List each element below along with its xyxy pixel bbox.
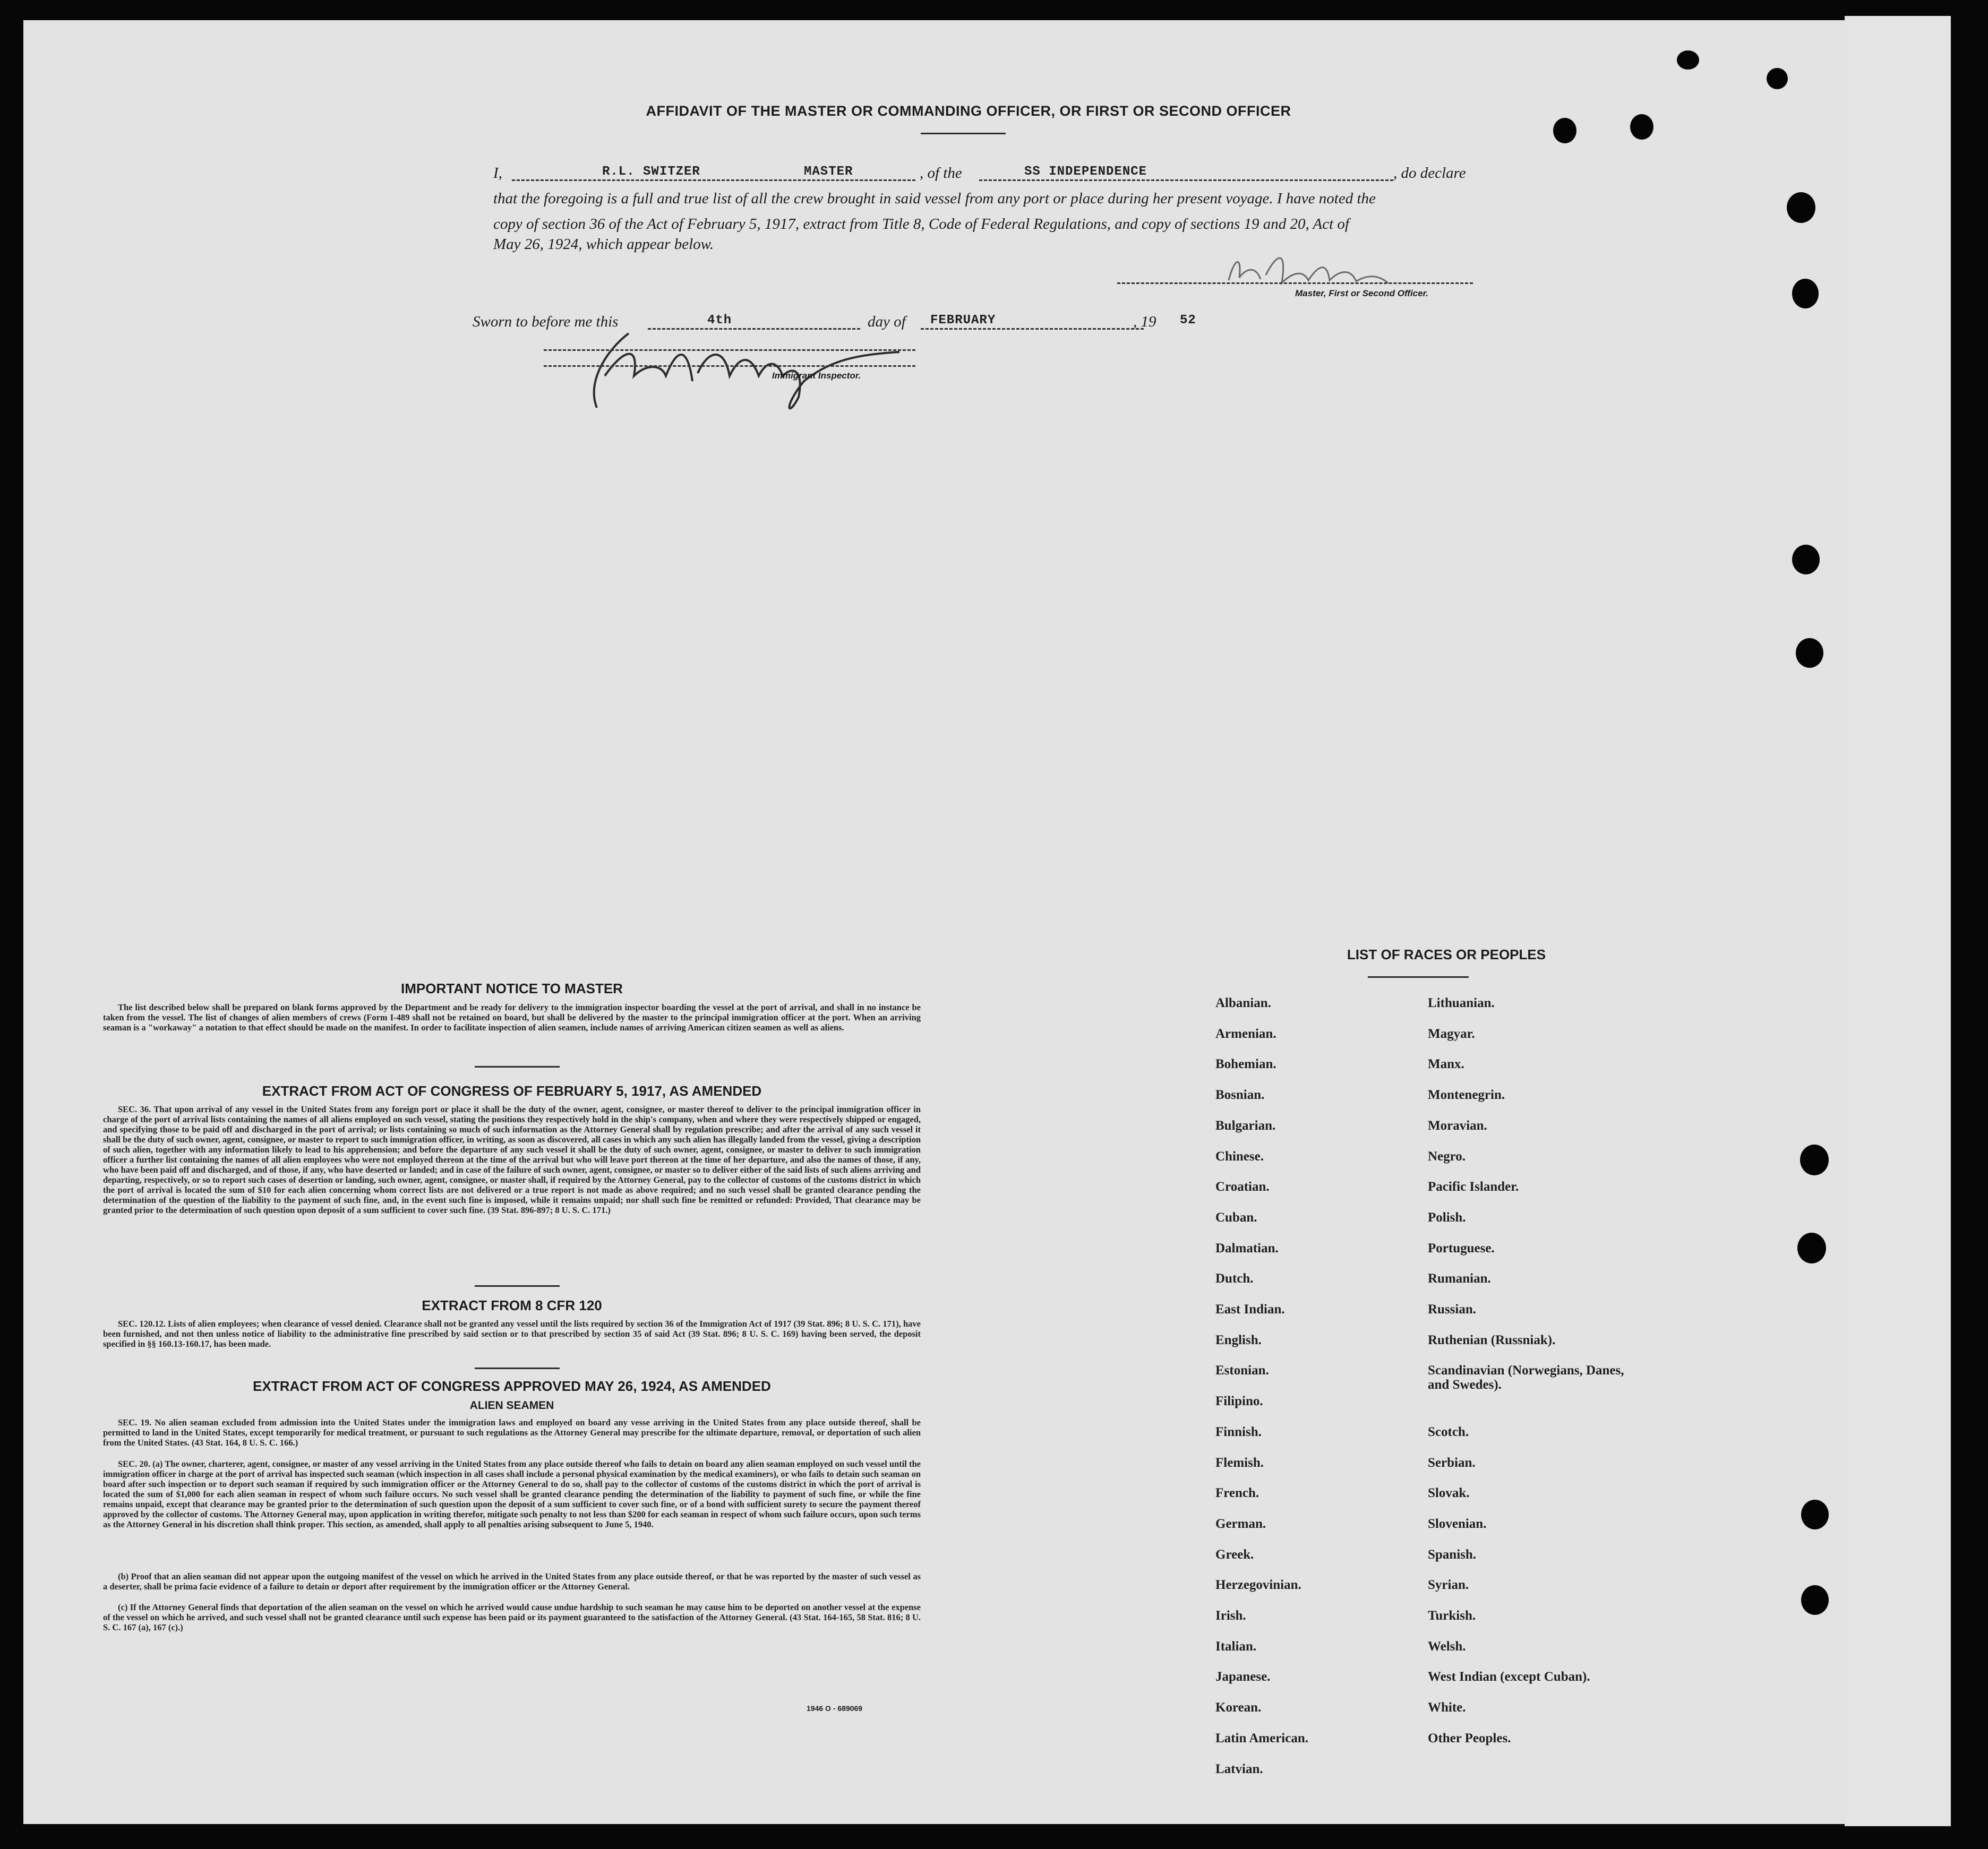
notice-title: IMPORTANT NOTICE TO MASTER: [401, 981, 623, 996]
race-item: Filipino.: [1215, 1394, 1263, 1409]
race-item: Latvian.: [1215, 1761, 1263, 1776]
affidavit-body-line-3: May 26, 1924, which appear below.: [493, 236, 714, 253]
officer-caption: Master, First or Second Officer.: [1295, 288, 1428, 298]
extract-1924-sec19: SEC. 19. No alien seaman excluded from admission into the United States under the immigration laws and employed on board any vesse arriving in the United States from any place outside thereof, shall be permitted to land in the United States, except temporarily for medical treatment, or pursuant to such regulations as the Attorney General may prescribe for the ultimate departure, removal, or deportation of such alien from the United States. (43 Stat. 164, 8 U. S. C. 166.): [103, 1417, 921, 1448]
inspector-line-2: [544, 365, 915, 367]
inspector-caption: Immigrant Inspector.: [772, 371, 861, 381]
race-item: Pacific Islander.: [1428, 1180, 1519, 1194]
race-item: Finnish.: [1215, 1424, 1262, 1439]
inspector-line-1: [544, 349, 915, 351]
punch-hole-icon: [1800, 1145, 1829, 1175]
race-item: Armenian.: [1215, 1026, 1276, 1041]
race-item: Croatian.: [1215, 1180, 1270, 1194]
race-item: Ruthenian (Russniak).: [1428, 1332, 1556, 1347]
race-item: Dutch.: [1215, 1271, 1254, 1286]
race-item: Flemish.: [1215, 1455, 1264, 1470]
extract-1924-subtitle: ALIEN SEAMEN: [469, 1399, 554, 1412]
notice-divider: [475, 1066, 560, 1068]
extract-1924-sec20b: (b) Proof that an alien seaman did not appear upon the outgoing manifest of the vessel on which he arrived in the United States from any place outside thereof, or that he was reported by the master of such vessel as a deserter, shall be prima facie evidence of a failure to detain or deport after requirement by the immigration officer or the Attorney General.: [103, 1571, 921, 1592]
punch-hole-icon: [1801, 1500, 1829, 1529]
race-item: Korean.: [1215, 1700, 1262, 1715]
race-item: English.: [1215, 1332, 1262, 1347]
race-item: Herzegovinian.: [1215, 1578, 1301, 1593]
race-item: Other Peoples.: [1428, 1731, 1511, 1745]
race-item: Chinese.: [1215, 1149, 1264, 1164]
inspector-signature: [554, 317, 926, 424]
race-item: Italian.: [1215, 1639, 1257, 1654]
race-item: Cuban.: [1215, 1210, 1257, 1225]
race-item: Greek.: [1215, 1547, 1254, 1562]
punch-hole-icon: [1553, 118, 1576, 143]
race-item: Bulgarian.: [1215, 1118, 1276, 1133]
race-item: Syrian.: [1428, 1578, 1469, 1593]
race-item: Rumanian.: [1428, 1271, 1491, 1286]
punch-hole-icon: [1797, 1233, 1826, 1263]
master-name-line: [512, 179, 915, 181]
punch-hole-icon: [1677, 50, 1699, 70]
i-label: I,: [493, 165, 502, 182]
punch-hole-icon: [1801, 1585, 1829, 1615]
vessel-line: [979, 179, 1393, 181]
extract-1924-sec20a: SEC. 20. (a) The owner, charterer, agent, consignee, or master of any vessel arriving in the United States from any place outside thereof who fails to detain on board any alien seaman employed on such vessel until the immigration officer in charge at the port of arrival has inspected such seaman (which inspection in all cases shall include a personal physical examination by the medical examiners), or who fails to detain such seaman on board after such inspection or to deport such seaman if required by such immigration officer or the Attorney General to do so, shall pay to the collector of customs of the customs district in which the port of arrival is located the sum of $1,000 for each alien seaman in respect of whom such failure occurs. No such vessel shall be granted clearance pending the determination of the liability to payment of such fine, or while the fine remains unpaid, except that clearance may be granted prior to the determination of such question upon the deposit of a sum sufficient to cover such fine, or of a bond with sufficient surety to secure the payment thereof approved by the collector of customs. The Attorney General may, upon application in writing therefor, mitigate such penalty to not less than $200 for each seaman in respect of whom such failure occurs, upon such terms as the Attorney General in his discretion shall think proper. This section, as amended, shall apply to all penalties arising subsequent to June 5, 1940.: [103, 1459, 921, 1529]
notice-text: The list described below shall be prepared on blank forms approved by the Department and be ready for delivery to the immigration inspector boarding the vessel at the port of arrival, and shall in no instance be taken from the vessel. The list of changes of alien members of crews (Form I-489 shall not be retained on board, but shall be delivered by the master to the principal immigration officer at the port. When an arriving seaman is a "workaway" a notation to that effect should be made on the manifest. In order to facilitate inspection of alien seamen, include names of arriving American citizen seamen as well as aliens.: [103, 1002, 921, 1033]
race-item: Latin American.: [1215, 1731, 1308, 1745]
day-of-label: day of: [868, 313, 906, 330]
print-code: 1946 O - 689069: [807, 1704, 863, 1713]
of-the-label: , of the: [920, 165, 962, 182]
punch-hole-icon: [1767, 68, 1788, 89]
sworn-label: Sworn to before me this: [473, 313, 619, 330]
race-item: West Indian (except Cuban).: [1428, 1670, 1590, 1684]
race-item: Manx.: [1428, 1057, 1464, 1072]
race-item: Albanian.: [1215, 996, 1271, 1010]
race-item: Japanese.: [1215, 1670, 1271, 1684]
race-item: White.: [1428, 1700, 1466, 1715]
punch-hole-icon: [1792, 545, 1820, 574]
page-edge-strip: [1845, 16, 1951, 1826]
punch-hole-icon: [1792, 279, 1819, 308]
extract-1917-title: EXTRACT FROM ACT OF CONGRESS OF FEBRUARY 5, 1917, AS AMENDED: [262, 1083, 762, 1099]
affidavit-title: AFFIDAVIT OF THE MASTER OR COMMANDING OFFICER, OR FIRST OR SECOND OFFICER: [646, 103, 1291, 119]
sworn-month-value: FEBRUARY: [930, 313, 996, 328]
affidavit-body-line-2: copy of section 36 of the Act of February 5, 1917, extract from Title 8, Code of Federal Regulations, and copy of sections 19 and 20, Act of: [493, 216, 1349, 233]
year-prefix: , 19: [1133, 313, 1156, 330]
race-item: Scotch.: [1428, 1424, 1469, 1439]
race-item: Slovak.: [1428, 1486, 1470, 1501]
extract-1917-text: SEC. 36. That upon arrival of any vessel in the United States from any foreign port or place it shall be the duty of the owner, agent, consignee, or master thereof to deliver to the principal immigration officer in charge of the port of arrival lists containing the names of all aliens employed on such vessel, stating the positions they respectively hold in the ship's company, when and where they were respectively shipped or engaged, and specifying those to be paid off and discharged in the port of arrival; or lists containing so much of such information as the Attorney General shall by regulation prescribe; and after the arrival of any such vessel it shall be the duty of such owner, agent, consignee, or master to report to such immigration officer, in writing, as soon as discovered, all cases in which any such alien has illegally landed from the vessel, giving a description of such alien, together with any information likely to lead to his apprehension; and before the departure of any such vessel it shall be the duty of such owner, agent, consignee, or master to deliver to such immigration officer a further list containing the names of all alien employees who were not employed thereon at the time of the arrival but who will leave port thereon at the time of her departure, and also the names of those, if any, who have been paid off and discharged, and of those, if any, who have deserted or landed; and in case of the failure of such owner, agent, consignee, or master so to deliver either of the said lists of such aliens arriving and departing, respectively, or so to report such cases of desertion or landing, such owner, agent, consignee, or master shall, if required by the Attorney General, pay to the collector of customs of the customs district in which the port of arrival is located the sum of $10 for each alien concerning whom correct lists are not delivered or a true report is not made as above required; and no such vessel shall be granted clearance pending the determination of the question of the liability to the payment of such fine, and, in the event such fine is imposed, while it remains unpaid; nor shall such fine be remitted or refunded: Provided, That clearance may be granted prior to the determination of such question upon deposit of a sum sufficient to cover such fine. (39 Stat. 896-897; 8 U. S. C. 171.): [103, 1104, 921, 1215]
punch-hole-icon: [1630, 114, 1653, 140]
extract-cfr-title: EXTRACT FROM 8 CFR 120: [422, 1297, 602, 1313]
race-item: Scandinavian (Norwegians, Danes, and Swedes).: [1428, 1363, 1624, 1392]
rank-value: MASTER: [804, 165, 853, 179]
extract-1917-divider: [475, 1285, 560, 1287]
race-item: Welsh.: [1428, 1639, 1466, 1654]
officer-signature-line: [1117, 282, 1473, 284]
race-item: German.: [1215, 1516, 1266, 1531]
vessel-value: SS INDEPENDENCE: [1024, 165, 1147, 179]
race-item: Spanish.: [1428, 1547, 1477, 1562]
race-item: French.: [1215, 1486, 1259, 1501]
races-title-underline: [1368, 976, 1469, 978]
extract-1924-title: EXTRACT FROM ACT OF CONGRESS APPROVED MAY 26, 1924, AS AMENDED: [253, 1378, 771, 1394]
race-item: Irish.: [1215, 1609, 1246, 1623]
race-item: Dalmatian.: [1215, 1241, 1279, 1255]
affidavit-body-line-1: that the foregoing is a full and true list of all the crew brought in said vessel from any port or place during her present voyage. I have noted the: [493, 190, 1376, 207]
race-item: Serbian.: [1428, 1455, 1476, 1470]
race-item: Polish.: [1428, 1210, 1466, 1225]
race-item: Bosnian.: [1215, 1088, 1265, 1103]
extract-1924-sec20c: (c) If the Attorney General finds that deportation of the alien seaman on the vessel on which he arrived would cause undue hardship to such seaman he may cause him to be deported on another vessel at the expense of the vessel on which he arrived, and such vessel shall not be granted clearance until such expense has been paid or its payment guaranteed to the satisfaction of the Attorney General. (43 Stat. 164-165, 58 Stat. 816; 8 U. S. C. 167 (a), 167 (c).): [103, 1602, 921, 1632]
race-item: Bohemian.: [1215, 1057, 1276, 1072]
race-item: Slovenian.: [1428, 1516, 1487, 1531]
sworn-day-value: 4th: [707, 313, 732, 328]
race-item: Lithuanian.: [1428, 996, 1495, 1010]
punch-hole-icon: [1796, 638, 1823, 668]
race-item: Portuguese.: [1428, 1241, 1495, 1255]
extract-cfr-divider: [475, 1368, 560, 1369]
races-title: LIST OF RACES OR PEOPLES: [1347, 947, 1546, 962]
race-item: Negro.: [1428, 1149, 1466, 1164]
document-page: [23, 20, 1845, 1824]
race-item: East Indian.: [1215, 1302, 1285, 1317]
race-item: Estonian.: [1215, 1363, 1269, 1378]
extract-cfr-text: SEC. 120.12. Lists of alien employees; when clearance of vessel denied. Clearance shall not be granted any vessel until the lists required by section 36 of the Immigration Act of 1917 (39 Stat. 896; 8 U. S. C. 171), have been furnished, and not then unless notice of liability to the administrative fine prescribed by said section or to that prescribed by section 35 of said Act (39 Stat. 896; 8 U. S. C. 169) having been served, the deposit specified in §§ 160.13-160.17, has been made.: [103, 1319, 921, 1349]
race-item: Magyar.: [1428, 1026, 1475, 1041]
race-item: Moravian.: [1428, 1118, 1487, 1133]
race-item: Montenegrin.: [1428, 1088, 1505, 1103]
race-item: Russian.: [1428, 1302, 1477, 1317]
sworn-month-line: [921, 328, 1144, 330]
punch-hole-icon: [1787, 192, 1815, 223]
title-underline: [921, 133, 1006, 134]
year-suffix-value: 52: [1180, 313, 1196, 328]
race-item: Turkish.: [1428, 1609, 1476, 1623]
master-name-value: R.L. SWITZER: [602, 165, 700, 179]
declare-label: , do declare: [1393, 165, 1466, 182]
